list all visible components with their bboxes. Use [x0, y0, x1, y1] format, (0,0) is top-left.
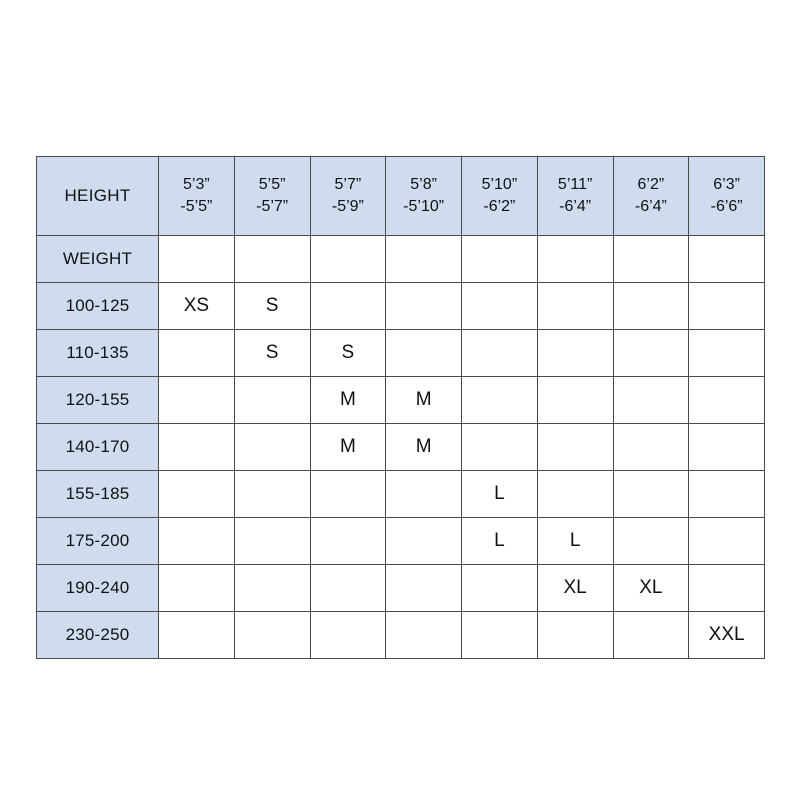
size-cell [462, 565, 538, 612]
size-cell [159, 612, 235, 659]
height-range-top: 5’11” [557, 176, 593, 194]
size-cell [310, 612, 386, 659]
size-cell [234, 518, 310, 565]
size-cell [386, 283, 462, 330]
size-cell [462, 236, 538, 283]
size-cell [310, 518, 386, 565]
table-row [37, 377, 765, 424]
size-cell [537, 377, 613, 424]
size-cell [386, 236, 462, 283]
size-cell: L [462, 471, 538, 518]
size-cell [386, 471, 462, 518]
size-cell [689, 518, 765, 565]
table-row [37, 471, 765, 518]
row-label-weight-range: 100-125 [37, 283, 159, 330]
size-cell [386, 330, 462, 377]
size-cell: S [234, 330, 310, 377]
size-cell [537, 330, 613, 377]
header-cell-height-range [613, 157, 689, 236]
height-range-bottom: -6’2” [483, 198, 516, 215]
size-cell: M [386, 424, 462, 471]
size-cell [310, 565, 386, 612]
row-label-weight-range: 140-170 [37, 424, 159, 471]
row-label-weight-range: 120-155 [37, 377, 159, 424]
size-cell [689, 424, 765, 471]
size-cell [462, 377, 538, 424]
height-range-bottom: -6’4” [559, 198, 592, 215]
size-cell [613, 236, 689, 283]
size-cell: XS [159, 283, 235, 330]
size-cell [234, 236, 310, 283]
size-cell [537, 424, 613, 471]
size-cell [462, 612, 538, 659]
size-cell [159, 471, 235, 518]
size-cell [310, 471, 386, 518]
height-range-top: 5’8” [410, 176, 437, 194]
table-row [37, 612, 765, 659]
height-range-top: 6’2” [637, 176, 665, 194]
table-row [37, 236, 765, 283]
size-chart-container [36, 156, 764, 659]
size-cell: M [386, 377, 462, 424]
row-label-weight-range: 175-200 [37, 518, 159, 565]
size-cell [386, 518, 462, 565]
height-range-top: 5’7” [334, 176, 362, 194]
size-cell [689, 565, 765, 612]
size-cell: S [310, 330, 386, 377]
height-range-bottom: -5’9” [331, 198, 364, 215]
size-cell: XXL [689, 612, 765, 659]
size-cell [159, 565, 235, 612]
table-row [37, 330, 765, 377]
size-cell [462, 283, 538, 330]
size-cell [234, 565, 310, 612]
size-cell [537, 612, 613, 659]
row-label-weight-range: WEIGHT [37, 236, 159, 283]
size-cell [462, 330, 538, 377]
size-cell [386, 565, 462, 612]
size-chart-table [36, 156, 765, 659]
size-cell [613, 612, 689, 659]
size-cell [537, 471, 613, 518]
size-cell: M [310, 424, 386, 471]
header-cell-height-range [234, 157, 310, 236]
size-cell [234, 424, 310, 471]
table-header-row [37, 157, 765, 236]
size-cell [310, 236, 386, 283]
size-cell [159, 377, 235, 424]
size-cell: L [537, 518, 613, 565]
table-row [37, 565, 765, 612]
size-cell [613, 283, 689, 330]
size-cell [537, 236, 613, 283]
size-cell [689, 330, 765, 377]
size-cell [537, 283, 613, 330]
height-range-bottom: -5’10” [403, 198, 445, 215]
size-cell [613, 377, 689, 424]
header-cell-height-range [159, 157, 235, 236]
header-cell-height-range [689, 157, 765, 236]
table-row [37, 283, 765, 330]
size-cell [159, 236, 235, 283]
header-cell-height-range [462, 157, 538, 236]
size-cell [234, 612, 310, 659]
header-cell-height-range [537, 157, 613, 236]
size-cell [234, 377, 310, 424]
size-cell [689, 236, 765, 283]
size-cell [689, 471, 765, 518]
height-range-top: 5’10” [481, 176, 518, 194]
size-cell [234, 471, 310, 518]
height-range-bottom: -5’7” [256, 198, 289, 215]
row-label-weight-range: 155-185 [37, 471, 159, 518]
row-label-weight-range: 230-250 [37, 612, 159, 659]
size-cell: XL [537, 565, 613, 612]
size-cell [462, 424, 538, 471]
height-range-top: 5’5” [258, 176, 286, 194]
size-cell [613, 471, 689, 518]
size-cell [613, 330, 689, 377]
height-range-top: 5’3” [183, 176, 210, 194]
header-cell-height-range [386, 157, 462, 236]
size-cell: L [462, 518, 538, 565]
size-cell [613, 518, 689, 565]
size-cell [689, 377, 765, 424]
height-range-bottom: -5’5” [180, 198, 213, 215]
size-cell [613, 424, 689, 471]
size-cell [689, 283, 765, 330]
header-cell-height-range [310, 157, 386, 236]
size-cell [159, 424, 235, 471]
size-cell: XL [613, 565, 689, 612]
size-cell: M [310, 377, 386, 424]
row-label-weight-range: 110-135 [37, 330, 159, 377]
size-cell [159, 330, 235, 377]
row-label-weight-range: 190-240 [37, 565, 159, 612]
height-range-top: 6’3” [713, 176, 740, 194]
height-range-bottom: -6’4” [634, 198, 667, 215]
height-range-bottom: -6’6” [710, 198, 743, 215]
size-cell [386, 612, 462, 659]
size-cell [310, 283, 386, 330]
table-row [37, 518, 765, 565]
table-row [37, 424, 765, 471]
size-cell [159, 518, 235, 565]
size-cell: S [234, 283, 310, 330]
header-cell-height: HEIGHT [37, 157, 159, 236]
